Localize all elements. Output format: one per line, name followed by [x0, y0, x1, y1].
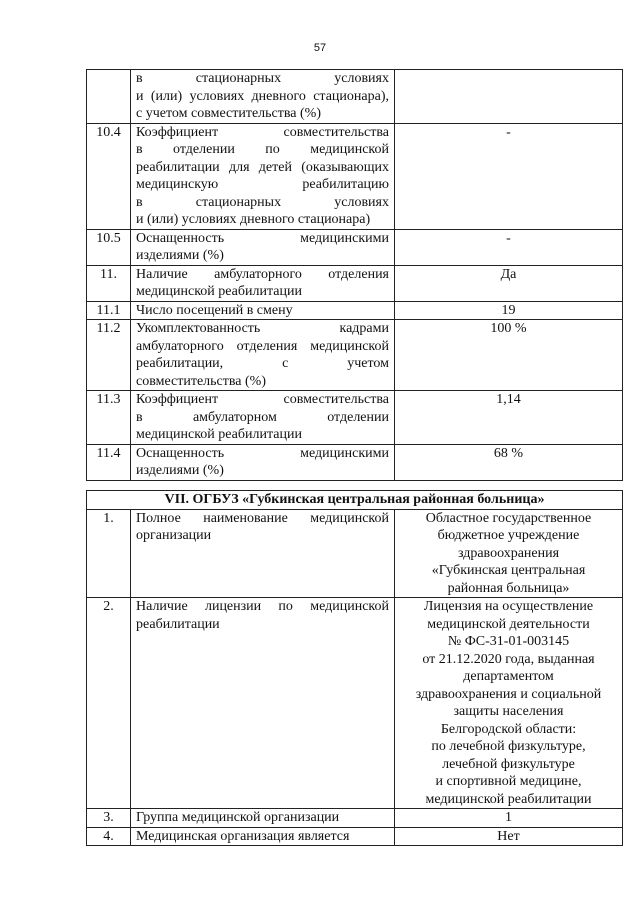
indicator-value-line: районная больница»: [447, 580, 570, 596]
indicator-name-line: реабилитации: [136, 616, 220, 632]
indicator-value-line: здравоохранения и социальной: [415, 686, 602, 702]
indicator-name-line: с учетом совместительства (%): [136, 106, 321, 121]
indicator-value-line: здравоохранения: [457, 545, 560, 561]
indicator-name-line: Коэффициент совместительства: [136, 124, 389, 140]
row-number: 11.2: [87, 320, 131, 391]
row-number: 1.: [87, 509, 131, 598]
indicator-name-line: Наличие лицензии по медицинской: [136, 599, 389, 614]
indicator-name-line: Коэффициент совместительства: [136, 392, 389, 407]
indicator-value-line: по лечебной физкультуре,: [431, 739, 586, 754]
indicator-name-line: Полное наименование медицинской: [136, 510, 389, 526]
indicator-name-line: медицинской реабилитации: [136, 427, 302, 442]
indicator-value: [395, 70, 623, 124]
indicator-value: [395, 509, 623, 598]
indicator-value-line: 1: [505, 810, 512, 825]
indicator-name-line: и (или) условиях дневного стационара),: [136, 88, 389, 104]
indicator-value-line: лечебной физкультуре: [442, 756, 575, 772]
indicator-name-line: Число посещений в смену: [136, 302, 293, 318]
indicator-name: [131, 229, 395, 265]
table-row: [87, 827, 623, 846]
row-number: 2.: [87, 598, 131, 809]
indicator-value-line: «Губкинская центральная: [431, 563, 586, 578]
indicator-name-line: в амбулаторном отделении: [136, 409, 389, 425]
indicator-name: [131, 598, 395, 809]
section-header-row: [87, 491, 623, 510]
row-number: 4.: [87, 827, 131, 846]
indicator-name: [131, 444, 395, 480]
indicator-value-line: Областное государственное: [425, 510, 592, 526]
indicator-name-line: медицинской реабилитации: [136, 284, 302, 299]
indicator-value-line: департаментом: [463, 669, 554, 684]
indicator-name-line: в отделении по медицинской: [136, 142, 389, 157]
indicator-value: -: [395, 123, 623, 229]
indicator-name-line: совместительства (%): [136, 373, 266, 389]
indicator-name-line: изделиями (%): [136, 463, 224, 478]
indicator-value-line: медицинской деятельности: [427, 616, 590, 632]
indicator-value-line: медицинской реабилитации: [425, 791, 592, 807]
row-number: 3.: [87, 809, 131, 828]
hospital-section-table: [86, 490, 623, 846]
indicator-value: [395, 827, 623, 846]
row-number: 11.: [87, 265, 131, 301]
indicator-value-line: от 21.12.2020 года, выданная: [422, 651, 595, 667]
table-row: [87, 809, 623, 828]
row-number: 11.4: [87, 444, 131, 480]
indicator-value-line: защиты населения: [453, 704, 564, 719]
indicator-name: [131, 123, 395, 229]
table-row: [87, 320, 623, 391]
indicator-value: 100 %: [395, 320, 623, 391]
indicator-value-line: Лицензия на осуществление: [423, 599, 594, 614]
indicator-value: 19: [395, 301, 623, 320]
indicator-name-line: реабилитации, с учетом: [136, 356, 389, 371]
indicator-name-line: реабилитации для детей (оказывающих: [136, 159, 389, 175]
table-row: [87, 391, 623, 445]
indicator-value: 1,14: [395, 391, 623, 445]
indicator-value-line: Белгородской области:: [440, 721, 577, 737]
indicator-name: [131, 509, 395, 598]
table-row: [87, 265, 623, 301]
indicator-name-line: Группа медицинской организации: [136, 810, 340, 825]
row-number: 10.5: [87, 229, 131, 265]
table-row: [87, 301, 623, 320]
indicator-name-line: амбулаторного отделения медицинской: [136, 338, 389, 354]
indicator-name: [131, 809, 395, 828]
indicator-value: Да: [395, 265, 623, 301]
indicator-name-line: в стационарных условиях: [136, 194, 389, 210]
row-number: [87, 70, 131, 124]
indicator-name-line: медицинскую реабилитацию: [136, 177, 389, 192]
indicator-name-line: и (или) условиях дневного стационара): [136, 212, 371, 227]
indicator-value: [395, 598, 623, 809]
indicator-name-line: Укомплектованность кадрами: [136, 321, 389, 336]
indicator-name-line: Оснащенность медицинскими: [136, 230, 389, 246]
indicator-name: [131, 391, 395, 445]
indicator-name-line: Медицинская организация является: [136, 828, 350, 844]
indicator-value: 68 %: [395, 444, 623, 480]
indicator-value-line: Нет: [497, 828, 520, 844]
table-row: [87, 70, 623, 124]
indicator-name: [131, 320, 395, 391]
indicator-name-line: Оснащенность медицинскими: [136, 445, 389, 461]
indicator-value-line: бюджетное учреждение: [437, 528, 580, 543]
indicators-table-continued: [86, 69, 623, 481]
indicator-value: [395, 809, 623, 828]
indicator-name: [131, 301, 395, 320]
row-number: 11.1: [87, 301, 131, 320]
table-row: [87, 229, 623, 265]
indicator-value: -: [395, 229, 623, 265]
section-title: VII. ОГБУЗ «Губкинская центральная районная больница»: [87, 491, 623, 510]
indicator-name: [131, 70, 395, 124]
table-row: [87, 123, 623, 229]
table-row: [87, 509, 623, 598]
table-row: [87, 598, 623, 809]
table-row: [87, 444, 623, 480]
indicator-value-line: № ФС-31-01-003145: [447, 634, 570, 649]
indicator-value-line: и спортивной медицине,: [435, 774, 582, 789]
indicator-name-line: Наличие амбулаторного отделения: [136, 266, 389, 282]
row-number: 11.3: [87, 391, 131, 445]
indicator-name: [131, 265, 395, 301]
indicator-name: [131, 827, 395, 846]
indicator-name-line: организации: [136, 528, 212, 543]
page-number: 57: [313, 42, 327, 54]
indicator-name-line: изделиями (%): [136, 248, 224, 263]
row-number: 10.4: [87, 123, 131, 229]
indicator-name-line: в стационарных условиях: [136, 71, 389, 86]
